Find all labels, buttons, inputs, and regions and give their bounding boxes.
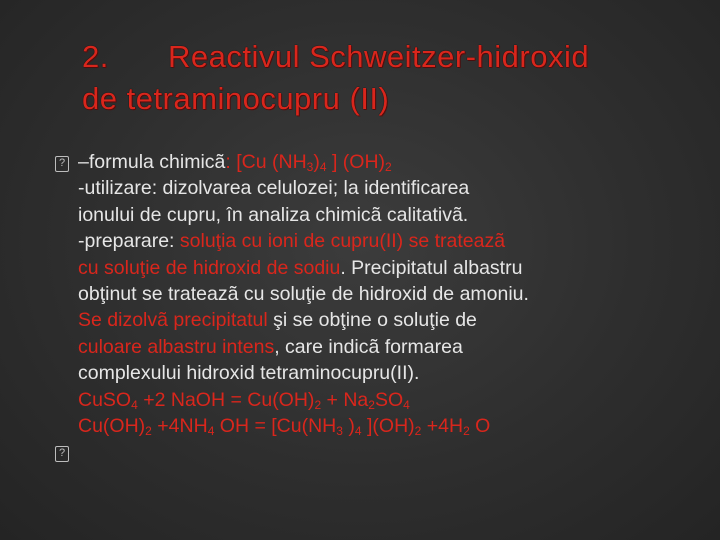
eq1-part-a: CuSO (78, 388, 132, 411)
eq2-sub-a: 2 (145, 424, 152, 439)
equation-1 (78, 387, 698, 413)
title-text-1: Reactivul Schweitzer-hidroxid (168, 39, 590, 74)
utilizare-text-1: : dizolvarea celulozei; la identificarea (151, 177, 470, 200)
preparare-text-3: . Precipitatul albastru (340, 256, 523, 279)
eq1-sub-a: 4 (131, 397, 138, 412)
eq2-part-g: O (469, 415, 491, 438)
bullet-icon: ? (55, 156, 69, 172)
eq1-part-c: + Na (321, 388, 369, 411)
utilizare-label: -utilizare (78, 177, 152, 200)
slide-title (82, 36, 692, 120)
eq2-sub-f: 2 (463, 424, 470, 439)
preparare-line-4 (78, 307, 698, 333)
formula-text-3: ] (OH) (326, 151, 386, 173)
preparare-text-6: , care indicã formarea (274, 335, 463, 358)
eq1-sub-d: 4 (403, 397, 410, 412)
preparare-red-5: Se dizolvã precipitatul (78, 309, 268, 332)
eq2-part-a: Cu(OH) (78, 415, 146, 438)
eq1-part-d: SO (374, 388, 404, 411)
formula-sub-2: 4 (319, 160, 327, 174)
eq2-part-e: ](OH) (361, 415, 415, 438)
preparare-line-3: obţinut se trateazã cu soluţie de hidroxid de amoniu. (78, 283, 529, 306)
formula-sub-1: 3 (306, 160, 314, 174)
preparare-label: -preparare (78, 230, 170, 253)
eq2-sub-e: 2 (414, 424, 422, 439)
eq2-part-b: +4NH (151, 415, 208, 438)
formula-label: –formula chimicã (78, 151, 226, 173)
utilizare-line-2: ionului de cupru, în analiza chimicã calitativã. (78, 203, 469, 226)
eq2-sub-c: 3 (336, 424, 343, 439)
bullet-icon: ? (55, 446, 69, 462)
formula-line (78, 149, 698, 175)
formula-text-1: [Cu (NH (230, 151, 307, 173)
preparare-red-3: cu soluţie de hidroxid de sodiu (78, 256, 341, 279)
eq2-part-f: +4H (421, 415, 464, 438)
preparare-line-6: complexului hidroxid tetraminocupru(II). (78, 362, 420, 385)
eq2-sub-b: 4 (207, 424, 215, 439)
formula-text-2: ) (313, 151, 320, 173)
title-line-2: de tetraminocupru (II) (82, 81, 390, 116)
eq1-sub-c: 2 (368, 397, 375, 412)
preparare-red-6: culoare albastru intens (78, 335, 275, 358)
equation-2 (78, 413, 698, 439)
utilizare-line-1 (78, 175, 698, 201)
preparare-red-1: soluţia cu ioni de cupru(II) (179, 230, 404, 253)
title-number: 2. (82, 39, 109, 74)
preparare-text-5: şi se obţine o soluţie de (267, 309, 477, 332)
eq2-part-d: ) (342, 415, 355, 438)
title-line-1 (82, 36, 692, 78)
slide-body (78, 149, 698, 439)
preparare-red-2: se trateazã (403, 230, 506, 253)
preparare-line-1 (78, 228, 698, 254)
eq2-sub-d: 4 (354, 424, 362, 439)
preparare-line-5 (78, 334, 698, 360)
eq2-part-c: OH = [Cu(NH (214, 415, 337, 438)
formula-sub-3: 2 (385, 160, 392, 174)
eq1-sub-b: 2 (314, 397, 322, 412)
eq1-part-b: +2 NaOH = Cu(OH) (137, 388, 315, 411)
formula-colon: : (225, 151, 231, 173)
preparare-line-2 (78, 255, 698, 281)
preparare-colon: : (169, 230, 180, 253)
